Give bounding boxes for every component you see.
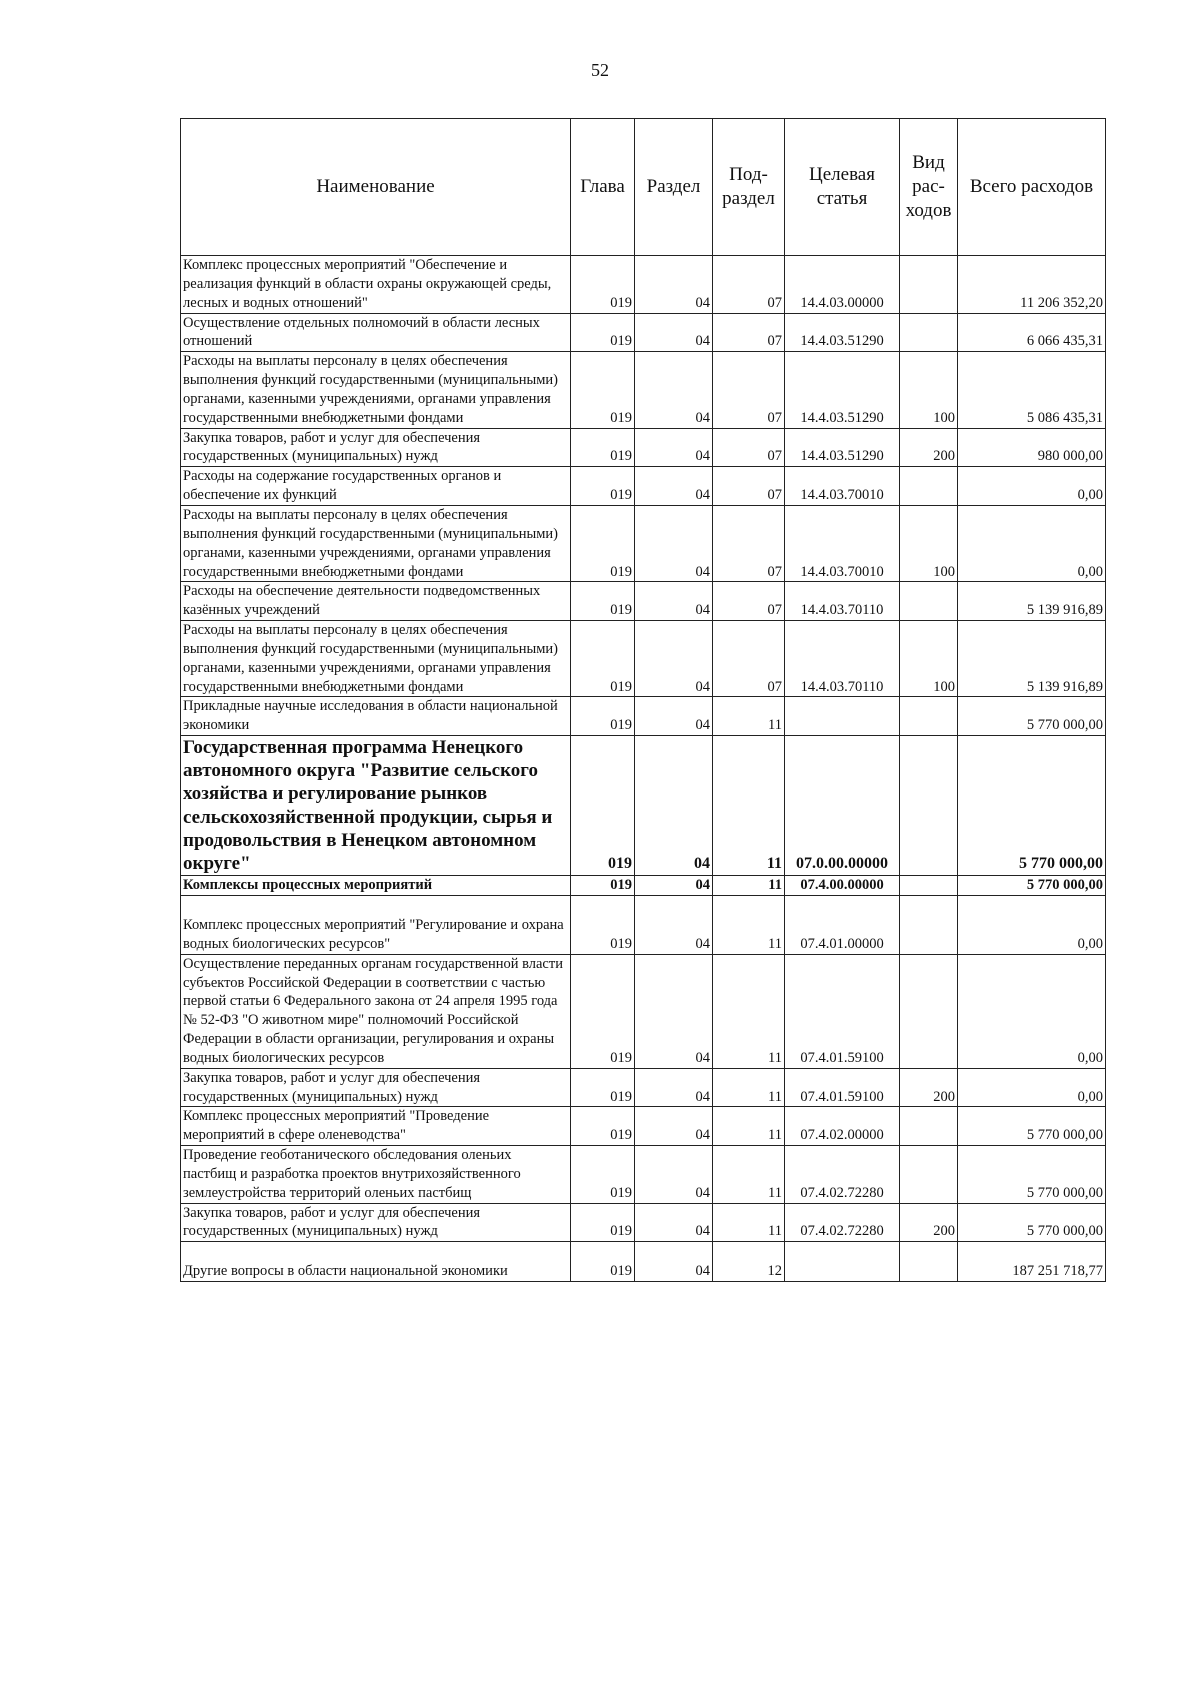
- row-vid: 100: [900, 505, 958, 581]
- row-statya: 14.4.03.70010: [785, 467, 900, 506]
- row-name: Осуществление отдельных полномочий в области лесных отношений: [181, 313, 571, 352]
- row-name: Проведение геоботанического обследования оленьих пастбищ и разработка проектов внутрихозяйственного землеустройства территорий оленьих пастбищ: [181, 1146, 571, 1204]
- table-row: [181, 1242, 1106, 1282]
- budget-table: [180, 118, 1106, 1282]
- row-statya: [785, 697, 900, 736]
- row-vid: [900, 467, 958, 506]
- row-statya: 14.4.03.51290: [785, 352, 900, 428]
- row-total: 0,00: [958, 954, 1106, 1068]
- header-vid: Вид рас- ходов: [900, 119, 958, 256]
- row-razdel: 04: [635, 621, 713, 697]
- header-total: Всего расходов: [958, 119, 1106, 256]
- row-podrazdel: 07: [713, 313, 785, 352]
- row-glava: 019: [571, 895, 635, 954]
- row-statya: 14.4.03.00000: [785, 256, 900, 314]
- row-vid: 200: [900, 428, 958, 467]
- row-total: 5 139 916,89: [958, 582, 1106, 621]
- row-podrazdel: 07: [713, 582, 785, 621]
- row-razdel: 04: [635, 697, 713, 736]
- row-vid: [900, 1146, 958, 1204]
- row-glava: 019: [571, 621, 635, 697]
- row-total: 0,00: [958, 505, 1106, 581]
- row-statya: 07.4.02.72280: [785, 1203, 900, 1242]
- table-row: [181, 1068, 1106, 1107]
- row-name: Расходы на выплаты персоналу в целях обеспечения выполнения функций государственными (муниципальными) органами, казенными учреждениями, органами управления государственными внебюджетными фондами: [181, 352, 571, 428]
- row-podrazdel: 11: [713, 1146, 785, 1204]
- row-statya: 07.4.01.59100: [785, 954, 900, 1068]
- row-razdel: 04: [635, 1203, 713, 1242]
- row-statya: 14.4.03.51290: [785, 428, 900, 467]
- row-total: 5 770 000,00: [958, 697, 1106, 736]
- row-podrazdel: 11: [713, 1203, 785, 1242]
- row-podrazdel: 12: [713, 1242, 785, 1282]
- table-row: [181, 352, 1106, 428]
- row-total: 11 206 352,20: [958, 256, 1106, 314]
- row-name: Комплекс процессных мероприятий "Регулирование и охрана водных биологических ресурсов": [181, 895, 571, 954]
- row-razdel: 04: [635, 256, 713, 314]
- row-total: 5 770 000,00: [958, 876, 1106, 896]
- row-glava: 019: [571, 954, 635, 1068]
- table-row: [181, 954, 1106, 1068]
- row-total: 5 770 000,00: [958, 736, 1106, 876]
- row-razdel: 04: [635, 895, 713, 954]
- row-glava: 019: [571, 1107, 635, 1146]
- row-razdel: 04: [635, 352, 713, 428]
- row-podrazdel: 11: [713, 876, 785, 896]
- row-name: Закупка товаров, работ и услуг для обеспечения государственных (муниципальных) нужд: [181, 428, 571, 467]
- row-statya: [785, 1242, 900, 1282]
- row-glava: 019: [571, 352, 635, 428]
- row-vid: [900, 582, 958, 621]
- row-vid: [900, 736, 958, 876]
- row-vid: [900, 313, 958, 352]
- row-razdel: 04: [635, 876, 713, 896]
- row-glava: 019: [571, 582, 635, 621]
- row-glava: 019: [571, 313, 635, 352]
- row-vid: [900, 876, 958, 896]
- row-podrazdel: 07: [713, 428, 785, 467]
- row-podrazdel: 07: [713, 467, 785, 506]
- table-row: [181, 895, 1106, 954]
- table-row: [181, 256, 1106, 314]
- row-statya: 07.4.02.00000: [785, 1107, 900, 1146]
- row-razdel: 04: [635, 1242, 713, 1282]
- header-podrazdel: Под- раздел: [713, 119, 785, 256]
- row-name: Комплекс процессных мероприятий "Проведение мероприятий в сфере оленеводства": [181, 1107, 571, 1146]
- row-glava: 019: [571, 1146, 635, 1204]
- row-podrazdel: 07: [713, 256, 785, 314]
- row-name: Государственная программа Ненецкого автономного округа "Развитие сельского хозяйства и регулирование рынков сельскохозяйственной продукции, сырья и продовольствия в Ненецком автономном округе": [181, 736, 571, 876]
- row-vid: 100: [900, 621, 958, 697]
- row-statya: 07.4.01.59100: [785, 1068, 900, 1107]
- row-statya: 14.4.03.70110: [785, 621, 900, 697]
- row-vid: 200: [900, 1068, 958, 1107]
- row-podrazdel: 07: [713, 505, 785, 581]
- row-name: Расходы на выплаты персоналу в целях обеспечения выполнения функций государственными (муниципальными) органами, казенными учреждениями, органами управления государственными внебюджетными фондами: [181, 621, 571, 697]
- row-razdel: 04: [635, 954, 713, 1068]
- row-name: Осуществление переданных органам государственной власти субъектов Российской Федерации в соответствии с частью первой статьи 6 Федерального закона от 24 апреля 1995 года № 52-ФЗ "О животном мире" полномочий Российской Федерации в области организации, регулирования и охраны водных биологических ресурсов: [181, 954, 571, 1068]
- row-podrazdel: 11: [713, 697, 785, 736]
- row-statya: 07.0.00.00000: [785, 736, 900, 876]
- row-podrazdel: 11: [713, 1068, 785, 1107]
- table-row: [181, 736, 1106, 876]
- row-statya: 07.4.00.00000: [785, 876, 900, 896]
- table-row: [181, 313, 1106, 352]
- table-row: [181, 1203, 1106, 1242]
- row-name: Закупка товаров, работ и услуг для обеспечения государственных (муниципальных) нужд: [181, 1068, 571, 1107]
- row-glava: 019: [571, 1068, 635, 1107]
- row-total: 5 086 435,31: [958, 352, 1106, 428]
- row-total: 0,00: [958, 467, 1106, 506]
- row-podrazdel: 07: [713, 352, 785, 428]
- row-glava: 019: [571, 467, 635, 506]
- row-vid: [900, 954, 958, 1068]
- row-name: Комплексы процессных мероприятий: [181, 876, 571, 896]
- row-razdel: 04: [635, 1107, 713, 1146]
- row-total: 5 770 000,00: [958, 1107, 1106, 1146]
- row-glava: 019: [571, 256, 635, 314]
- row-podrazdel: 11: [713, 954, 785, 1068]
- row-name: Расходы на обеспечение деятельности подведомственных казённых учреждений: [181, 582, 571, 621]
- row-podrazdel: 11: [713, 1107, 785, 1146]
- row-glava: 019: [571, 428, 635, 467]
- page-number: 52: [591, 60, 609, 80]
- row-podrazdel: 07: [713, 621, 785, 697]
- row-name: Закупка товаров, работ и услуг для обеспечения государственных (муниципальных) нужд: [181, 1203, 571, 1242]
- row-razdel: 04: [635, 1146, 713, 1204]
- header-glava: Глава: [571, 119, 635, 256]
- row-glava: 019: [571, 736, 635, 876]
- table-row: [181, 467, 1106, 506]
- row-total: 5 139 916,89: [958, 621, 1106, 697]
- row-total: 0,00: [958, 1068, 1106, 1107]
- row-vid: [900, 1242, 958, 1282]
- row-name: Комплекс процессных мероприятий "Обеспечение и реализация функций в области охраны окружающей среды, лесных и водных отношений": [181, 256, 571, 314]
- row-statya: 07.4.01.00000: [785, 895, 900, 954]
- row-glava: 019: [571, 1203, 635, 1242]
- header-name: Наименование: [181, 119, 571, 256]
- row-vid: [900, 895, 958, 954]
- row-glava: 019: [571, 505, 635, 581]
- row-statya: 07.4.02.72280: [785, 1146, 900, 1204]
- row-glava: 019: [571, 1242, 635, 1282]
- table-row: [181, 697, 1106, 736]
- row-statya: 14.4.03.70010: [785, 505, 900, 581]
- row-name: Расходы на содержание государственных органов и обеспечение их функций: [181, 467, 571, 506]
- row-glava: 019: [571, 876, 635, 896]
- row-statya: 14.4.03.51290: [785, 313, 900, 352]
- table-row: [181, 1107, 1106, 1146]
- row-razdel: 04: [635, 428, 713, 467]
- row-vid: [900, 256, 958, 314]
- table-header-row: [181, 119, 1106, 256]
- row-razdel: 04: [635, 736, 713, 876]
- row-name: Прикладные научные исследования в области национальной экономики: [181, 697, 571, 736]
- row-vid: [900, 697, 958, 736]
- row-razdel: 04: [635, 505, 713, 581]
- row-total: 6 066 435,31: [958, 313, 1106, 352]
- row-name: Расходы на выплаты персоналу в целях обеспечения выполнения функций государственными (муниципальными) органами, казенными учреждениями, органами управления государственными внебюджетными фондами: [181, 505, 571, 581]
- row-razdel: 04: [635, 313, 713, 352]
- table-body: [181, 256, 1106, 1282]
- row-podrazdel: 11: [713, 736, 785, 876]
- table-row: [181, 505, 1106, 581]
- table-row: [181, 582, 1106, 621]
- header-statya: Целевая статья: [785, 119, 900, 256]
- header-razdel: Раздел: [635, 119, 713, 256]
- row-vid: 200: [900, 1203, 958, 1242]
- row-vid: 100: [900, 352, 958, 428]
- table-row: [181, 621, 1106, 697]
- row-total: 0,00: [958, 895, 1106, 954]
- row-razdel: 04: [635, 1068, 713, 1107]
- row-total: 980 000,00: [958, 428, 1106, 467]
- table-row: [181, 428, 1106, 467]
- row-total: 187 251 718,77: [958, 1242, 1106, 1282]
- row-glava: 019: [571, 697, 635, 736]
- row-vid: [900, 1107, 958, 1146]
- row-statya: 14.4.03.70110: [785, 582, 900, 621]
- table-row: [181, 1146, 1106, 1204]
- row-razdel: 04: [635, 582, 713, 621]
- row-total: 5 770 000,00: [958, 1146, 1106, 1204]
- row-name: Другие вопросы в области национальной экономики: [181, 1242, 571, 1282]
- table-row: [181, 876, 1106, 896]
- row-razdel: 04: [635, 467, 713, 506]
- row-podrazdel: 11: [713, 895, 785, 954]
- row-total: 5 770 000,00: [958, 1203, 1106, 1242]
